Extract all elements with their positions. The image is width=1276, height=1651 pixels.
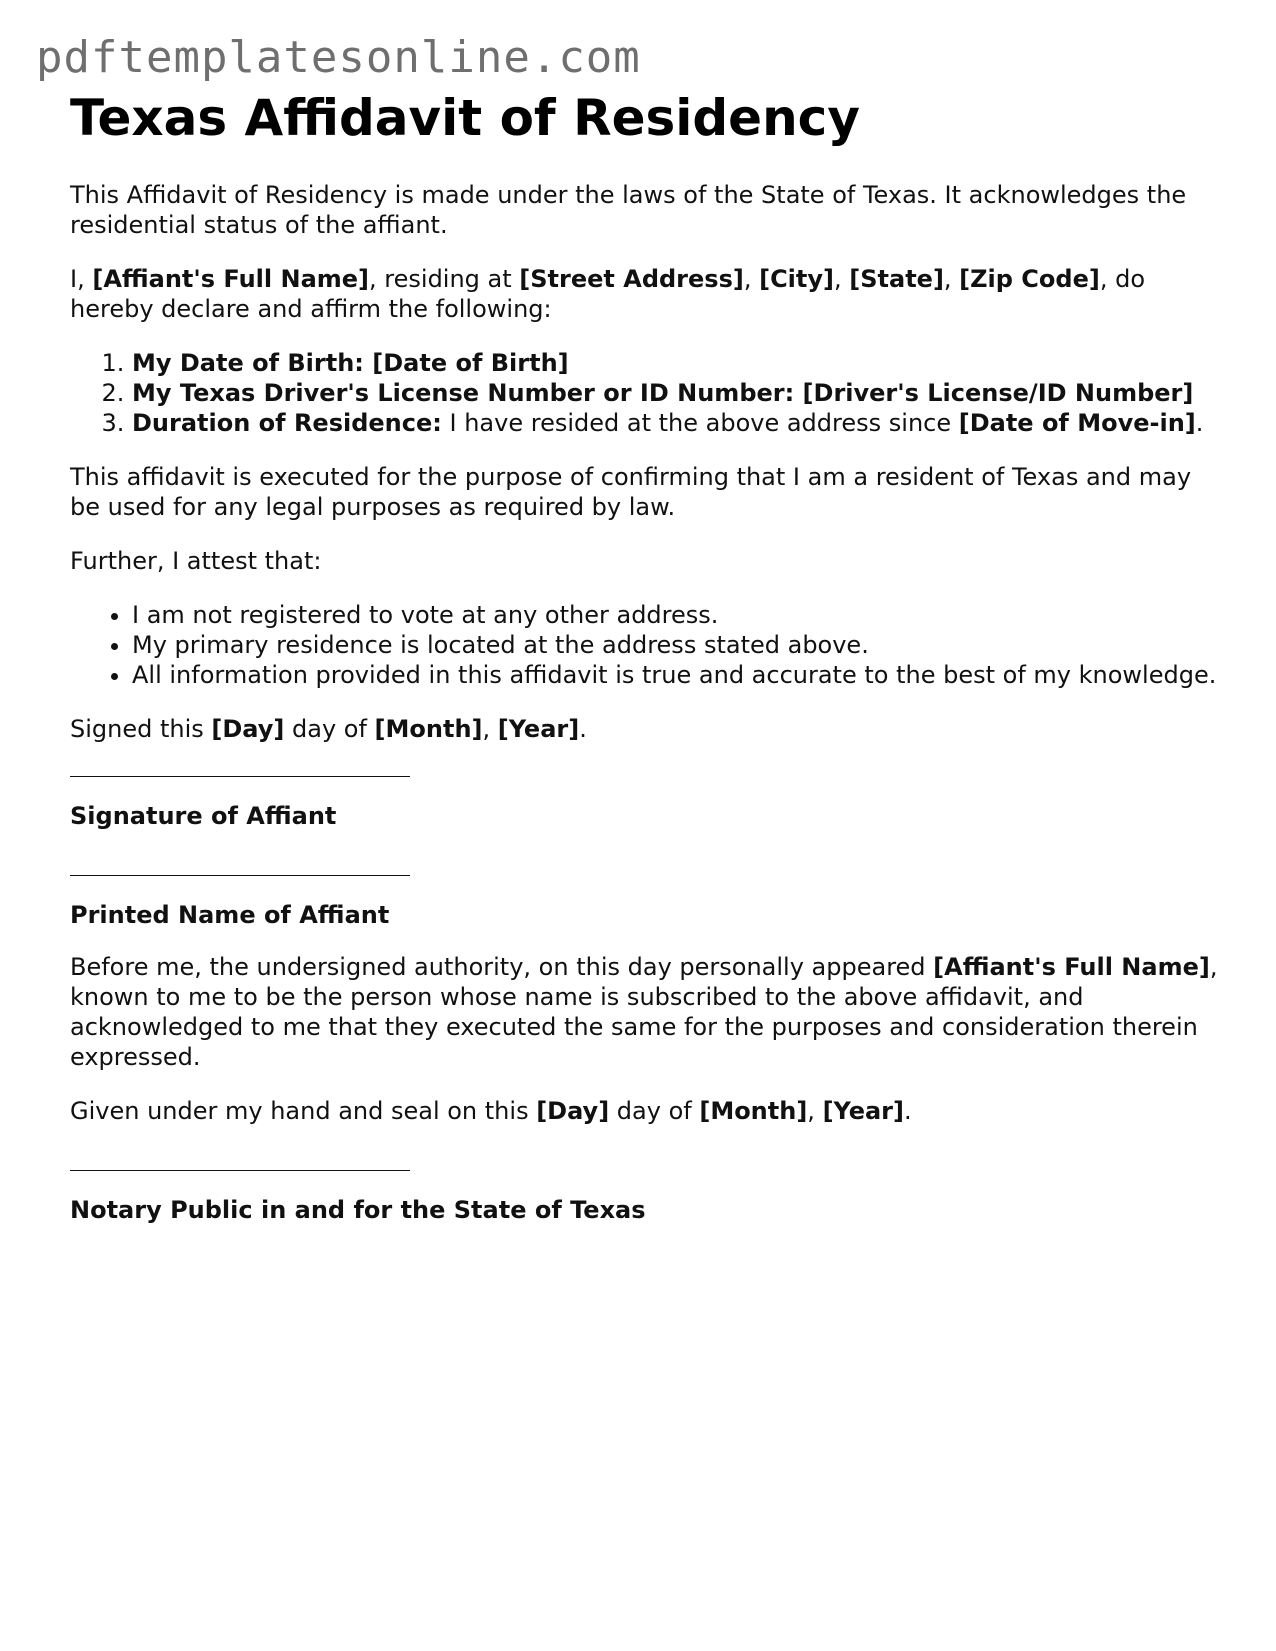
attest-intro: Further, I attest that: bbox=[70, 547, 322, 575]
affiant-signature-line bbox=[70, 776, 410, 777]
notary-label: Notary Public in and for the State of Texas bbox=[70, 1196, 646, 1224]
printed-name-line bbox=[70, 875, 410, 876]
document-title: Texas Affidavit of Residency bbox=[70, 89, 860, 147]
street-address-field: [Street Address] bbox=[519, 265, 744, 293]
declaration-paragraph: I, [Affiant's Full Name], residing at [Street Address], [City], [State], [Zip Code], do hereby declare and affirm the following: bbox=[70, 265, 1146, 323]
declaration-list bbox=[70, 348, 1220, 438]
notary-signature-line bbox=[70, 1170, 410, 1171]
zip-code-field: [Zip Code] bbox=[959, 265, 1100, 293]
list-item: 2. My Texas Driver's License Number or ID Number: [Driver's License/ID Number] bbox=[132, 378, 1220, 408]
list-item: • All information provided in this affidavit is true and accurate to the best of my knowledge. bbox=[132, 660, 1220, 690]
affiant-name-field: [Affiant's Full Name] bbox=[92, 265, 370, 293]
watermark-text: pdftemplatesonline.com bbox=[36, 32, 641, 83]
signed-date-line: Signed this [Day] day of [Month], [Year]. bbox=[70, 715, 587, 743]
given-date-line: Given under my hand and seal on this [Day] day of [Month], [Year]. bbox=[70, 1097, 912, 1125]
attest-list bbox=[70, 600, 1220, 690]
city-field: [City] bbox=[759, 265, 834, 293]
signature-label: Signature of Affiant bbox=[70, 802, 337, 830]
list-item: 3. Duration of Residence: I have resided at the above address since [Date of Move-in]. bbox=[132, 408, 1220, 438]
purpose-paragraph: This affidavit is executed for the purpose of confirming that I am a resident of Texas and may be used for any legal purposes as required by law. bbox=[70, 463, 1192, 521]
affidavit-document bbox=[70, 88, 1220, 1247]
state-field: [State] bbox=[849, 265, 944, 293]
list-item: • My primary residence is located at the address stated above. bbox=[132, 630, 1220, 660]
list-item: • I am not registered to vote at any other address. bbox=[132, 600, 1220, 630]
notary-paragraph: Before me, the undersigned authority, on this day personally appeared [Affiant's Full Name], known to me to be the person whose name is subscribed to the above affidavit, and acknowledged to me that they executed the same for the purposes and consideration therein expressed. bbox=[70, 953, 1218, 1071]
list-item: 1. My Date of Birth: [Date of Birth] bbox=[132, 348, 1220, 378]
printed-name-label: Printed Name of Affiant bbox=[70, 901, 390, 929]
intro-paragraph: This Affidavit of Residency is made under the laws of the State of Texas. It acknowledges the residential status of the affiant. bbox=[70, 181, 1187, 239]
